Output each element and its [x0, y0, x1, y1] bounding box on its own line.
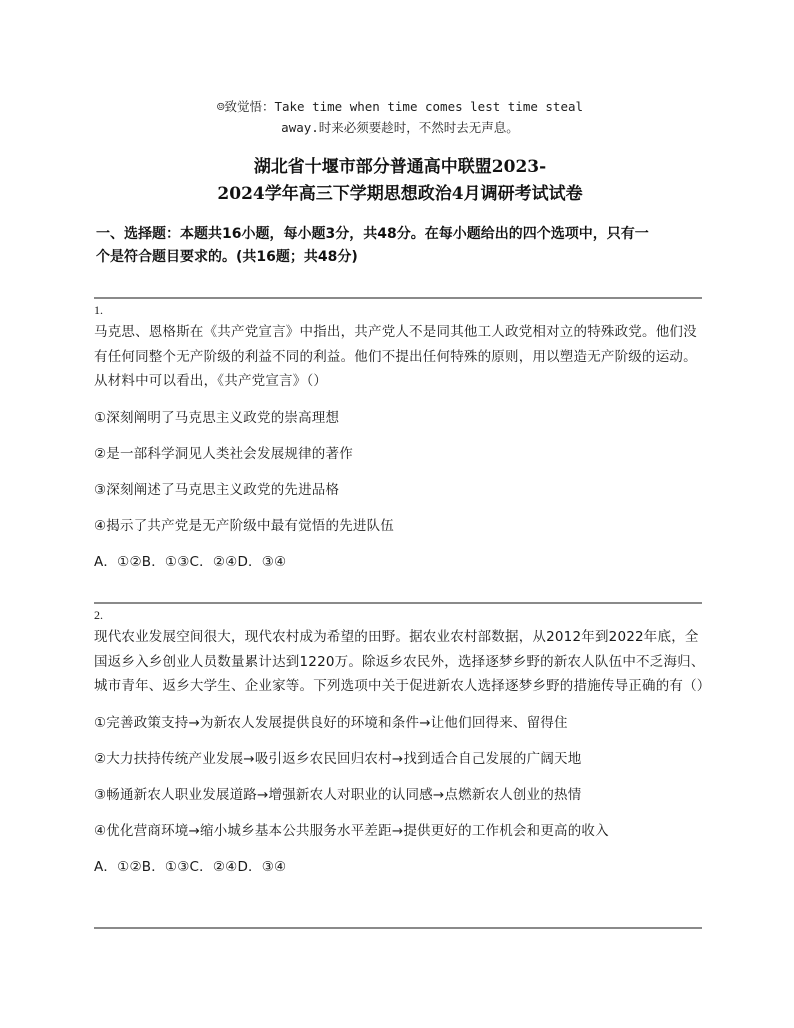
option-3: ③深刻阐述了马克思主义政党的先进品格 — [94, 481, 340, 498]
exam-title-line-1: 湖北省十堰市部分普通高中联盟2023- — [253, 157, 547, 177]
question-2 — [94, 608, 711, 878]
question-number: 1. — [94, 303, 103, 317]
question-stem: 现代农业发展空间很大，现代农村成为希望的田野。据农业农村部数据，从2012年到2022年底，全国返乡入乡创业人员数量累计达到1220万。除返乡农民外，选择逐梦乡野的新农人队伍中不乏海归、城市青年、返乡大学生、企业家等。下列选项中关于促进新农人选择逐梦乡野的措施传导正确的有（） — [94, 629, 711, 694]
section-heading-line-2: 个是符合题目要求的。(共16题；共48分) — [96, 249, 358, 265]
motto — [150, 96, 650, 138]
option-2: ②大力扶持传统产业发展→吸引返乡农民回归农村→找到适合自己发展的广阔天地 — [94, 750, 582, 767]
divider-1 — [94, 297, 702, 299]
motto-line-2: away.时来必须要趁时，不然时去无声息。 — [281, 120, 519, 135]
divider-3 — [94, 927, 702, 929]
question-number: 2. — [94, 608, 103, 622]
divider-2 — [94, 602, 702, 604]
option-2: ②是一部科学洞见人类社会发展规律的著作 — [94, 445, 353, 462]
option-4: ④优化营商环境→缩小城乡基本公共服务水平差距→提供更好的工作机会和更高的收入 — [94, 822, 609, 839]
option-3: ③畅通新农人职业发展道路→增强新农人对职业的认同感→点燃新农人创业的热情 — [94, 786, 582, 803]
question-stem: 马克思、恩格斯在《共产党宣言》中指出，共产党人不是同其他工人政党相对立的特殊政党。他们没有任何同整个无产阶级的利益不同的利益。他们不提出任何特殊的原则，用以塑造无产阶级的运动。从材料中可以看出，《共产党宣言》（） — [94, 324, 697, 389]
section-heading — [96, 223, 706, 269]
exam-title — [120, 154, 680, 208]
answer-choices: A．①②B．①③C．②④D．③④ — [94, 553, 287, 570]
exam-title-line-2: 2024学年高三下学期思想政治4月调研考试试卷 — [217, 184, 583, 204]
motto-line-1: ☺致觉悟：Take time when time comes lest time steal — [216, 99, 584, 114]
section-heading-line-1: 一、选择题：本题共16小题，每小题3分，共48分。在每小题给出的四个选项中，只有一 — [96, 226, 649, 242]
question-1 — [94, 303, 706, 573]
answer-choices: A．①②B．①③C．②④D．③④ — [94, 858, 287, 875]
option-1: ①完善政策支持→为新农人发展提供良好的环境和条件→让他们回得来、留得住 — [94, 714, 568, 731]
option-1: ①深刻阐明了马克思主义政党的崇高理想 — [94, 409, 340, 426]
option-4: ④揭示了共产党是无产阶级中最有觉悟的先进队伍 — [94, 517, 395, 534]
